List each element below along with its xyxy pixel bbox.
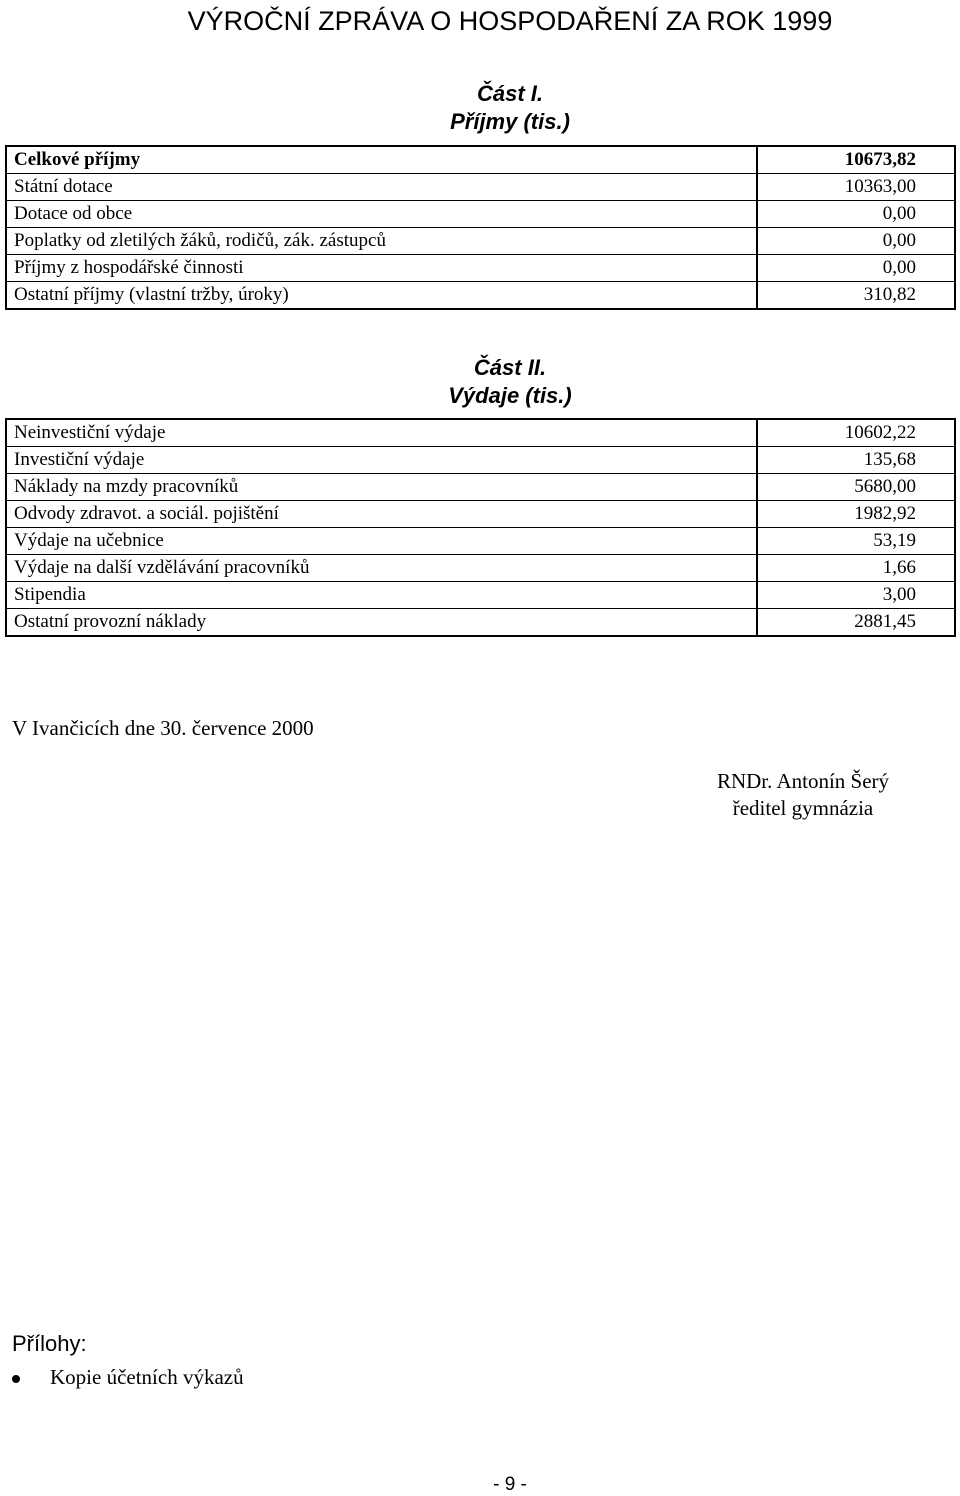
part2-heading: Část II. — [473, 355, 547, 380]
attachments-title: Přílohy: — [12, 1331, 87, 1356]
place-date: V Ivančicích dne 30. července 2000 — [12, 716, 314, 740]
table-row — [6, 582, 955, 609]
row-label: Dotace od obce — [6, 201, 757, 228]
row-value: 1982,92 — [757, 501, 955, 528]
bullet-icon — [12, 1375, 20, 1383]
row-label: Odvody zdravot. a sociál. pojištění — [6, 501, 757, 528]
row-value: 0,00 — [757, 255, 955, 282]
part1-heading: Část I. — [476, 81, 544, 106]
row-label: Náklady na mzdy pracovníků — [6, 474, 757, 501]
signatory-role: ředitel gymnázia — [732, 796, 874, 820]
table-row — [6, 146, 955, 174]
row-value: 10363,00 — [757, 174, 955, 201]
table-row — [6, 255, 955, 282]
row-label: Ostatní provozní náklady — [6, 609, 757, 637]
income-table — [5, 145, 956, 310]
row-label: Výdaje na další vzdělávání pracovníků — [6, 555, 757, 582]
row-label: Státní dotace — [6, 174, 757, 201]
row-value: 5680,00 — [757, 474, 955, 501]
table-row — [6, 501, 955, 528]
expense-table — [5, 418, 956, 637]
row-value: 10602,22 — [757, 419, 955, 447]
table-row — [6, 609, 955, 637]
table-row — [6, 528, 955, 555]
part2-subheading: Výdaje (tis.) — [448, 383, 572, 408]
attachment-item: Kopie účetních výkazů — [50, 1365, 244, 1389]
table-row — [6, 282, 955, 310]
row-label: Celkové příjmy — [6, 146, 757, 174]
row-value: 2881,45 — [757, 609, 955, 637]
table-row — [6, 447, 955, 474]
table-row — [6, 201, 955, 228]
signatory-name: RNDr. Antonín Šerý — [716, 769, 890, 793]
table-row — [6, 228, 955, 255]
row-value: 0,00 — [757, 228, 955, 255]
row-value: 135,68 — [757, 447, 955, 474]
row-value: 1,66 — [757, 555, 955, 582]
row-value: 3,00 — [757, 582, 955, 609]
row-label: Ostatní příjmy (vlastní tržby, úroky) — [6, 282, 757, 310]
table-row — [6, 174, 955, 201]
row-label: Příjmy z hospodářské činnosti — [6, 255, 757, 282]
table-row — [6, 555, 955, 582]
part1-subheading: Příjmy (tis.) — [450, 109, 570, 134]
row-value: 0,00 — [757, 201, 955, 228]
row-value: 310,82 — [757, 282, 955, 310]
row-label: Neinvestiční výdaje — [6, 419, 757, 447]
row-label: Investiční výdaje — [6, 447, 757, 474]
row-value: 53,19 — [757, 528, 955, 555]
document-title: VÝROČNÍ ZPRÁVA O HOSPODAŘENÍ ZA ROK 1999 — [187, 6, 833, 36]
table-row — [6, 419, 955, 447]
table-row — [6, 474, 955, 501]
row-label: Výdaje na učebnice — [6, 528, 757, 555]
row-label: Poplatky od zletilých žáků, rodičů, zák. zástupců — [6, 228, 757, 255]
page-number: - 9 - — [493, 1474, 527, 1495]
row-value: 10673,82 — [757, 146, 955, 174]
row-label: Stipendia — [6, 582, 757, 609]
